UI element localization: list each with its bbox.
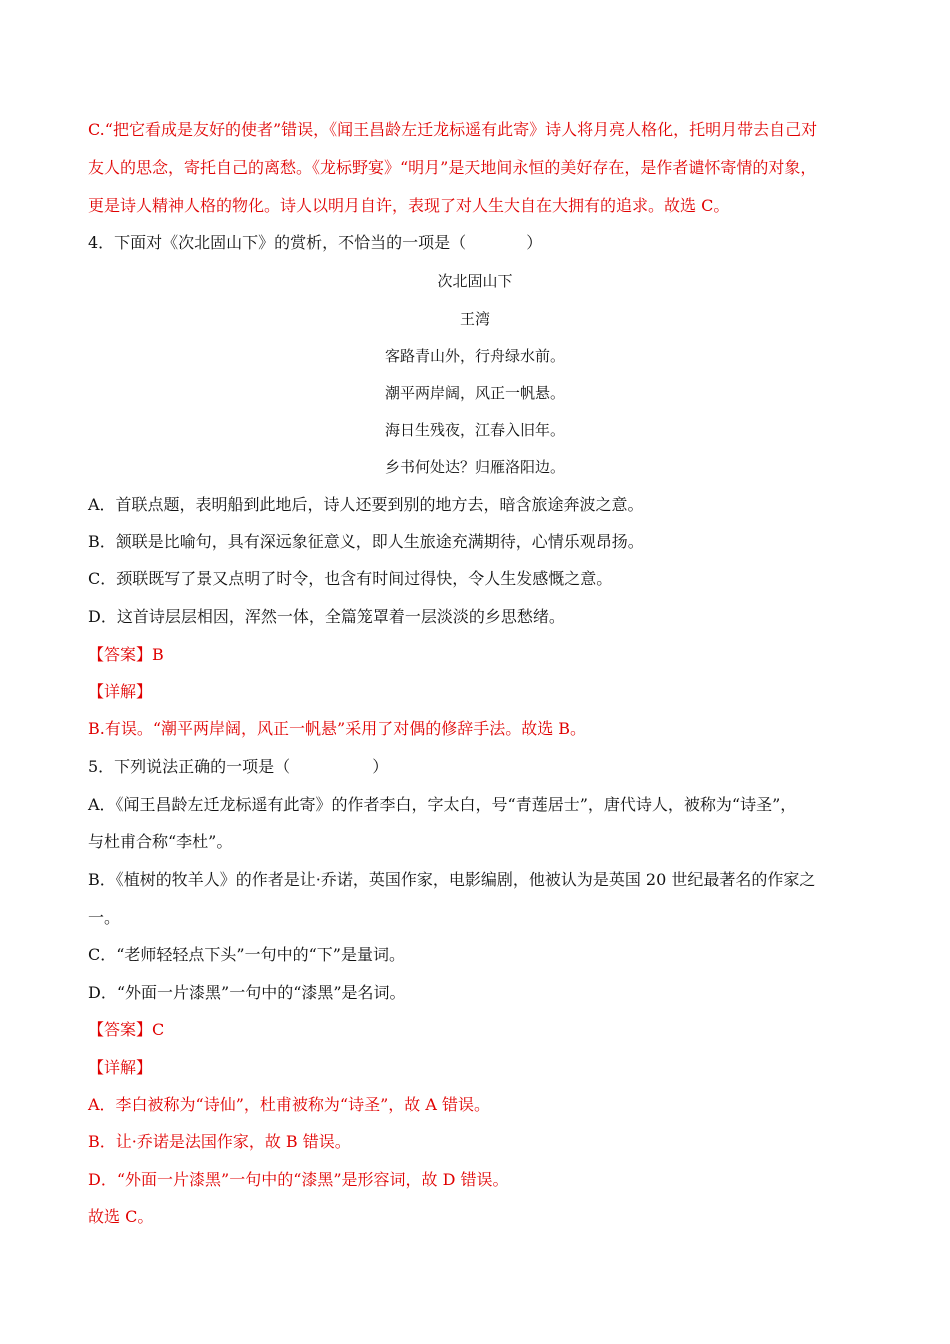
detail-label: 【详解】	[88, 1058, 153, 1077]
question-5-stem-text: 5．下列说法正确的一项是（	[88, 757, 291, 776]
poem-title: 次北固山下	[437, 272, 513, 290]
option-b: B．《植树的牧羊人》的作者是让·乔诺，英国作家，电影编剧，他被认为是英国 20 世纪最著名的作家之	[88, 870, 816, 889]
detail-line: B.有误。“潮平两岸阔，风正一帆悬”采用了对偶的修辞手法。故选 B。	[88, 719, 587, 738]
question-4-stem-text: 4．下面对《次北固山下》的赏析，不恰当的一项是（	[88, 233, 467, 252]
option-b-continued: 一。	[88, 908, 121, 927]
option-d: D．“外面一片漆黑”一句中的“漆黑”是名词。	[88, 983, 406, 1002]
option-b: B．颔联是比喻句，具有深远象征意义，即人生旅途充满期待，心情乐观昂扬。	[88, 532, 644, 551]
answer: 【答案】B	[88, 645, 164, 664]
option-c: C．“老师轻轻点下头”一句中的“下”是量词。	[88, 945, 405, 964]
detail-line: B．让·乔诺是法国作家，故 B 错误。	[88, 1132, 351, 1151]
option-a-continued: 与杜甫合称“李杜”。	[88, 832, 233, 851]
poem-line: 乡书何处达？归雁洛阳边。	[384, 458, 565, 476]
question-5-stem	[88, 757, 388, 777]
poem-line: 客路青山外，行舟绿水前。	[384, 347, 565, 365]
explanation-line: 更是诗人精神人格的物化。诗人以明月自许，表现了对人生大自在大拥有的追求。故选 C。	[88, 196, 730, 215]
explanation-line: C.“把它看成是友好的使者”错误，《闻王昌龄左迁龙标遥有此寄》诗人将月亮人格化，托明月带去自己对	[88, 120, 818, 139]
detail-line: A．李白被称为“诗仙”，杜甫被称为“诗圣”，故 A 错误。	[88, 1095, 491, 1114]
answer: 【答案】C	[88, 1020, 165, 1039]
question-4-stem-close: ）	[526, 233, 543, 252]
option-a: A．首联点题，表明船到此地后，诗人还要到别的地方去，暗含旅途奔波之意。	[88, 495, 644, 514]
poem-line: 海日生残夜，江春入旧年。	[384, 421, 565, 439]
question-4-stem	[88, 233, 542, 253]
option-d: D．这首诗层层相因，浑然一体，全篇笼罩着一层淡淡的乡思愁绪。	[88, 607, 565, 626]
explanation-line: 友人的思念，寄托自己的离愁。《龙标野宴》“明月”是天地间永恒的美好存在，是作者谴怀寄情的对象，	[88, 158, 817, 177]
option-c: C．颈联既写了景又点明了时令，也含有时间过得快，令人生发感慨之意。	[88, 569, 613, 588]
question-5-stem-close: ）	[372, 757, 389, 776]
detail-line: D．“外面一片漆黑”一句中的“漆黑”是形容词，故 D 错误。	[88, 1170, 509, 1189]
detail-label: 【详解】	[88, 682, 153, 701]
option-a: A．《闻王昌龄左迁龙标遥有此寄》的作者李白，字太白，号“青莲居士”，唐代诗人，被称为“诗圣”，	[88, 795, 797, 814]
poem-line: 潮平两岸阔，风正一帆悬。	[384, 384, 565, 402]
poem-author: 王湾	[459, 310, 490, 328]
detail-line: 故选 C。	[88, 1207, 154, 1226]
